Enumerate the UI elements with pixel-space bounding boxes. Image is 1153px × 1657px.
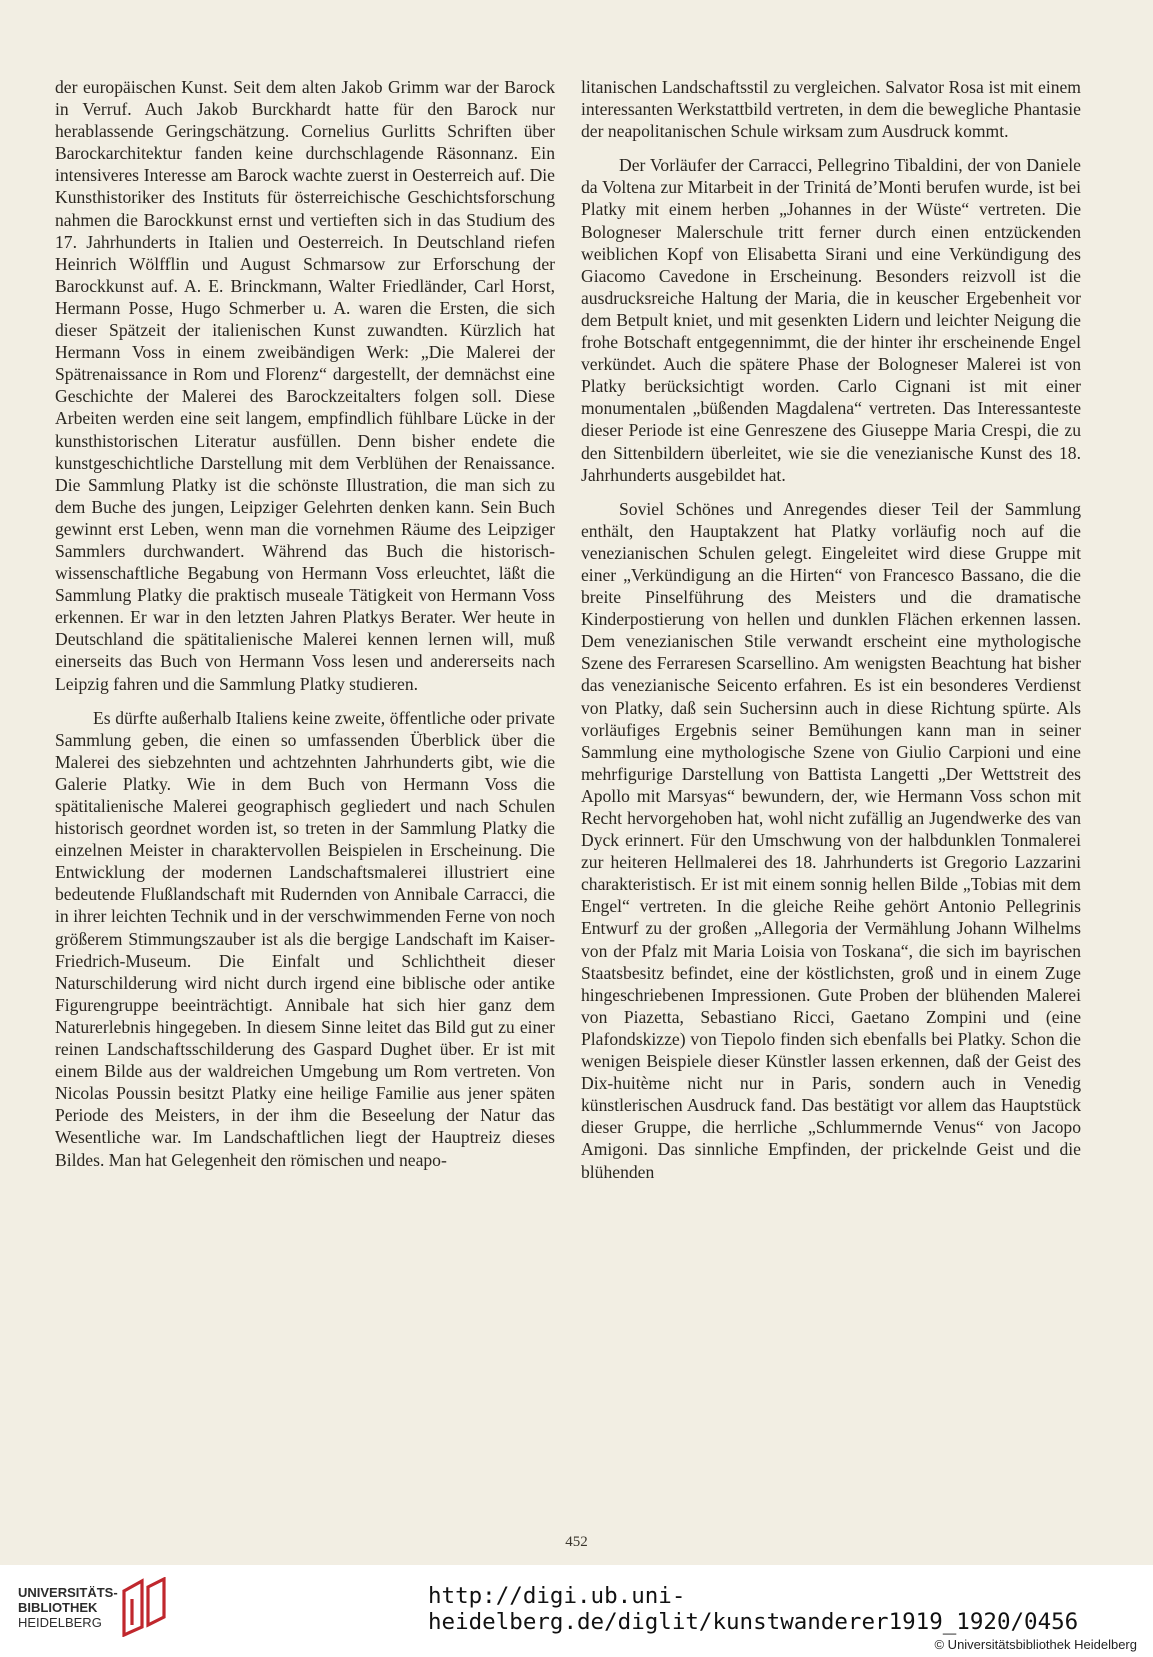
left-paragraph-1: der europäischen Kunst. Seit dem alten Jakob Grimm war der Barock in Verruf. Auch Jakob Burckhardt hatte für den Barock nur herablassende Geringschätzung. Cornelius Gurlitts Schriften über Barockarchitektur fanden keine durchschlagende Räsonnanz. Ein intensiveres Interesse am Barock wachte zuerst in Oesterreich auf. Die Kunsthistoriker des Instituts für österreichische Geschichtsforschung nahmen die Barockkunst ernst und vertieften sich in das Studium des 17. Jahrhunderts in Italien und Oesterreich. In Deutschland riefen Heinrich Wölfflin und August Schmarsow zur Erforschung der Barockkunst auf. A. E. Brinckmann, Walter Friedländer, Carl Horst, Hermann Posse, Hugo Schmerber u. A. waren die Ersten, die sich dieser Spätzeit der italienischen Kunst zuwandten. Kürzlich hat Hermann Voss in einem zweibändigen Werk: „Die Malerei der Spätrenaissance in Rom und Florenz“ dargestellt, der demnächst eine Geschichte der Malerei des Barockzeitalters folgen soll. Diese Arbeiten werden eine seit langem, empfindlich fühlbare Lücke in der kunsthistorischen Literatur ausfüllen. Denn bisher endete die kunstgeschichtliche Darstellung mit dem Verblühen der Renaissance. Die Sammlung Platky ist die schönste Illustration, die man sich zu dem Buche des jungen, Leipziger Gelehrten denken kann. Sein Buch gewinnt erst Leben, wenn man die vornehmen Räume des Leipziger Sammlers durchwandert. Während das Buch die historisch-wissenschaftliche Begabung von Hermann Voss erleuchtet, läßt die Sammlung Platky die praktisch museale Tätigkeit von Hermann Voss erkennen. Er war in den letzten Jahren Platkys Berater. Wer heute in Deutschland die spätitalienische Malerei kennen lernen will, muß einerseits das Buch von Hermann Voss lesen und andererseits nach Leipzig fahren und die Sammlung Platky studieren. <box>55 77 555 694</box>
logo-line-1: UNIVERSITÄTS- <box>18 1585 118 1600</box>
left-text-column <box>55 76 555 1171</box>
library-logo-text <box>18 1585 118 1630</box>
right-paragraph-2: Der Vorläufer der Carracci, Pellegrino Tibaldini, der von Daniele da Voltena zur Mitarbeit in der Trinitá de’Monti berufen wurde, ist bei Platky mit einem herben „Johannes in der Wüste“ vertreten. Die Bologneser Malerschule tritt ferner durch einen entzückenden weiblichen Kopf von Elisabetta Sirani und eine Verkündigung des Giacomo Cavedone in Erscheinung. Besonders reizvoll ist die ausdrucksreiche Haltung der Maria, die in keuscher Ergebenheit vor dem Betpult kniet, und mit gesenkten Lidern und leichter Neigung die frohe Botschaft entgegennimmt, die der hinter ihr erscheinende Engel verkündet. Auch die spätere Phase der Bologneser Malerei ist von Platky berücksichtigt worden. Carlo Cignani ist mit einer monumentalen „büßenden Magdalena“ vertreten. Das Interessanteste dieser Periode ist eine Genreszene des Giuseppe Maria Crespi, die zu den Sittenbildern überleitet, wie sie die venezianische Kunst des 18. Jahrhunderts ausgebildet hat. <box>581 155 1081 485</box>
copyright-notice: © Universitätsbibliothek Heidelberg <box>934 1637 1137 1652</box>
right-text-column <box>581 76 1081 1183</box>
left-paragraph-2: Es dürfte außerhalb Italiens keine zweite, öffentliche oder private Sammlung geben, die einen so umfassenden Überblick über die Malerei des siebzehnten und achtzehnten Jahrhunderts gibt, wie die Galerie Platky. Wie in dem Buch von Hermann Voss die spätitalienische Malerei geographisch gegliedert und nach Schulen historisch geordnet worden ist, so treten in der Sammlung Platky die einzelnen Meister in charaktervollen Beispielen in Erscheinung. Die Entwicklung der modernen Landschaftsmalerei illustriert eine bedeutende Flußlandschaft mit Rudernden von Annibale Carracci, die in ihrer leichten Technik und in der verschwimmenden Ferne von noch größerem Stimmungszauber ist als die bergige Landschaft im Kaiser-Friedrich-Museum. Die Einfalt und Schlichtheit dieser Naturschilderung wird nicht durch irgend eine biblische oder antike Figurengruppe beeinträchtigt. Annibale hat sich hier ganz dem Naturerlebnis hingegeben. In diesem Sinne leitet das Bild gut zu einer reinen Landschaftsschilderung des Gaspard Dughet über. Er ist mit einem Bilde aus der waldreichen Umgebung um Rom vertreten. Von Nicolas Poussin besitzt Platky eine heilige Familie aus jener späten Periode des Meisters, in der ihm die Beseelung der Natur das Wesentliche war. Im Landschaftlichen liegt der Hauptreiz dieses Bildes. Man hat Gelegenheit den römischen und neapo- <box>55 707 555 1170</box>
right-paragraph-3: Soviel Schönes und Anregendes dieser Teil der Sammlung enthält, den Hauptakzent hat Platky vorläufig noch auf die venezianischen Schulen gelegt. Eingeleitet wird diese Gruppe mit einer „Verkündigung an die Hirten“ von Francesco Bassano, die die breite Pinselführung des Meisters und die dramatische Kinderpostierung von hellen und dunklen Flächen erkennen lassen. Dem venezianischen Stile verwandt erscheint eine mythologische Szene des Ferraresen Scarsellino. Am wenigsten Beachtung hat bisher das venezianische Seicento erfahren. Es ist ein besonderes Verdienst von Platky, daß sein Suchersinn auch in diese Richtung spürte. Als vorläufiges Ergebnis seiner Bemühungen kann man in seiner Sammlung eine mythologische Szene von Giulio Carpioni und eine mehrfigurige Darstellung von Battista Langetti „Der Wettstreit des Apollo mit Marsyas“ bewundern, der, wie Hermann Voss schon mit Recht hervorgehoben hat, wohl nicht zufällig an Jugendwerke des van Dyck erinnert. Für den Umschwung von der halbdunklen Tonmalerei zur heiteren Hellmalerei des 18. Jahrhunderts ist Gregorio Lazzarini charakteristisch. Er ist mit einem sonnig hellen Bilde „Tobias mit dem Engel“ vertreten. In die gleiche Reihe gehört Antonio Pellegrinis Entwurf zu der großen „Allegoria der Vermählung Johann Wilhelms von der Pfalz mit Maria Loisia von Toskana“, die sich im bayrischen Staatsbesitz befindet, eine der köstlichsten, groß und in einem Zuge hingeschriebenen Impressionen. Gute Proben der blühenden Malerei von Piazetta, Sebastiano Ricci, Gaetano Zompini und (eine Plafondskizze) von Tiepolo finden sich ebenfalls bei Platky. Schon die wenigen Beispiele dieser Künstler lassen erkennen, daß der Geist des Dix-huitème nicht nur in Paris, sondern auch in Venedig künstlerischen Ausdruck fand. Das bestätigt vor allem das Hauptstück dieser Gruppe, die herrliche „Schlummernde Venus“ von Jacopo Amigoni. Das sinnliche Empfinden, der prickelnde Geist und die blühenden <box>581 498 1081 1182</box>
library-footer <box>0 1565 1153 1657</box>
logo-line-3: HEIDELBERG <box>18 1615 102 1630</box>
right-paragraph-1: litanischen Landschaftsstil zu vergleichen. Salvator Rosa ist mit einem interessanten Werkstattbild vertreten, in dem die bewegliche Phantasie der neapolitanischen Schule wirksam zum Ausdruck kommt. <box>581 77 1081 142</box>
library-logo-icon <box>118 1577 170 1637</box>
logo-line-2: BIBLIOTHEK <box>18 1600 98 1615</box>
page-number: 452 <box>565 1534 588 1550</box>
source-url-link[interactable]: http://digi.ub.uni-heidelberg.de/diglit/kunstwanderer1919_1920/0456 <box>428 1583 1079 1635</box>
